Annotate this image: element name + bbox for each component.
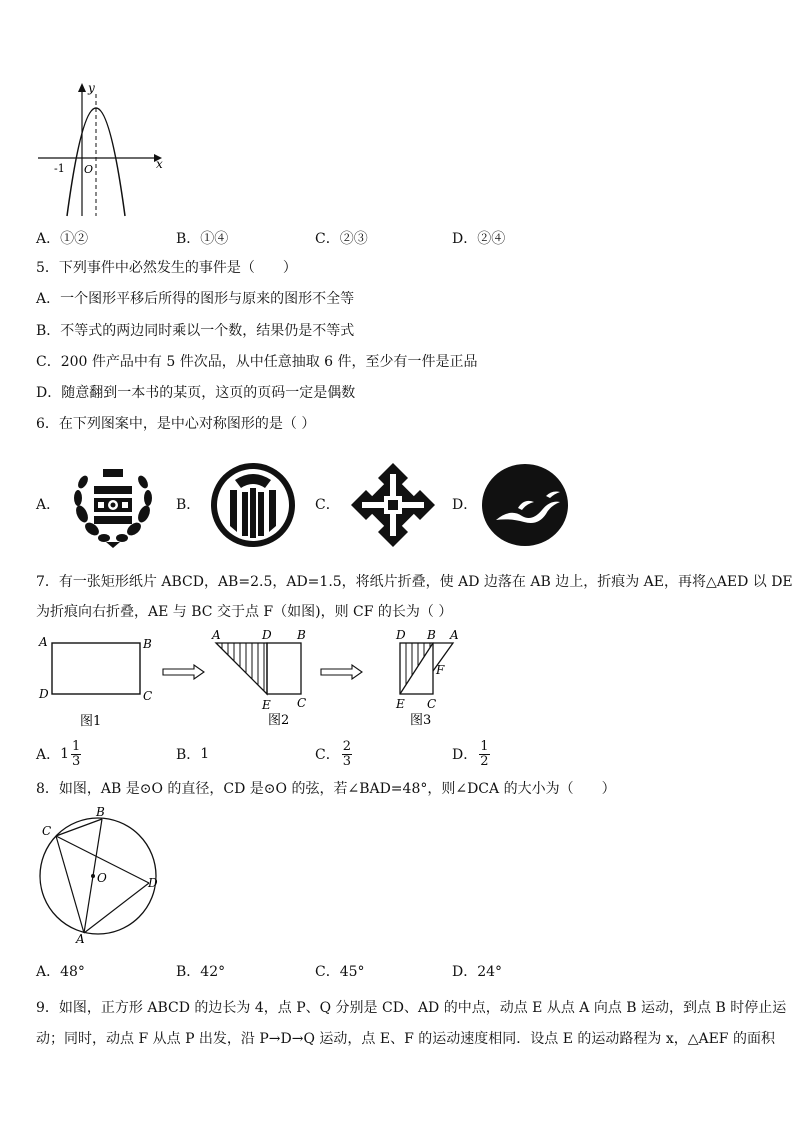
- q5-option-c[interactable]: C．200 件产品中有 5 件次品，从中任意抽取 6 件，至少有一件是正品: [36, 354, 478, 370]
- fig2-caption: 图2: [268, 713, 290, 728]
- q7-option-a[interactable]: [36, 736, 81, 772]
- q7-option-b-value: 1: [200, 746, 210, 762]
- pattern-c-knot[interactable]: [348, 460, 438, 550]
- fig2-label-b: B: [297, 628, 306, 642]
- fig3-caption: 图3: [410, 713, 432, 728]
- q7-option-a-numerator: 1: [72, 738, 81, 754]
- pattern-b-circle-lines[interactable]: [208, 460, 298, 550]
- fig1-label-d: D: [39, 687, 49, 701]
- parabola-graph: [36, 80, 166, 220]
- fig2-label-e: E: [262, 698, 271, 712]
- q9-stem-line2: 动；同时，动点 F 从点 P 出发，沿 P→D→Q 运动，点 E、F 的运动速度相同．设点 E 的运动路程为 x，△AEF 的面积: [36, 1031, 775, 1047]
- q6-label-d: D．: [452, 497, 478, 513]
- q7-option-b-label: B．: [176, 747, 201, 763]
- fig3-label-a: A: [450, 628, 459, 642]
- q7-option-a-label: A．: [36, 747, 61, 763]
- q8-stem: 8．如图，AB 是⊙O 的直径，CD 是⊙O 的弦，若∠BAD=48°，则∠DCA 的大小为（ ）: [36, 781, 616, 797]
- q7-figure-3: [390, 626, 470, 731]
- q8-label-a: A: [76, 932, 85, 945]
- q7-option-d-fraction: [479, 740, 489, 769]
- q7-option-d[interactable]: [452, 736, 490, 772]
- q4-option-c[interactable]: C．②③: [315, 231, 368, 247]
- pattern-a-wreath-emblem[interactable]: [70, 462, 156, 548]
- remaining-rect-dbce: [267, 643, 301, 694]
- q7-option-d-label: D．: [452, 747, 478, 763]
- q7-figure-1: [36, 632, 161, 732]
- fig1-caption: 图1: [80, 714, 102, 729]
- q4-option-b[interactable]: B．①④: [176, 231, 229, 247]
- q6-label-b: B．: [176, 497, 201, 513]
- center-dot: [91, 874, 95, 878]
- q8-option-a[interactable]: A．48°: [36, 964, 85, 980]
- q4-option-a[interactable]: A．①②: [36, 231, 89, 247]
- q7-option-c-numerator: 2: [342, 738, 351, 754]
- q8-option-d[interactable]: D．24°: [452, 964, 503, 980]
- fig2-label-a: A: [212, 628, 221, 642]
- q9-stem-line1: 9．如图，正方形 ABCD 的边长为 4，点 P、Q 分别是 CD、AD 的中点，动点 E 从点 A 向点 B 运动，到点 B 时停止运: [36, 1000, 787, 1016]
- x-label: x: [156, 157, 163, 171]
- q8-option-c[interactable]: C．45°: [315, 964, 365, 980]
- fold-arrow-2: [320, 664, 364, 680]
- q8-label-d: D: [148, 876, 158, 890]
- fig3-label-b: B: [427, 628, 436, 642]
- q7-stem-line1: 7．有一张矩形纸片 ABCD，AB=2.5，AD=1.5，将纸片折叠，使 AD 边落在 AB 边上，折痕为 AE，再将△AED 以 DE: [36, 574, 793, 590]
- q6-label-c: C．: [315, 497, 340, 513]
- q7-stem-line2: 为折痕向右折叠，AE 与 BC 交于点 F（如图)，则 CF 的长为（ ）: [36, 604, 453, 620]
- chord-ad: [84, 883, 149, 933]
- fig1-label-a: A: [39, 635, 48, 649]
- q5-option-b[interactable]: B．不等式的两边同时乘以一个数，结果仍是不等式: [36, 323, 355, 339]
- q7-option-a-denominator: 3: [72, 753, 81, 769]
- rectangle-abcd: [52, 643, 140, 694]
- q7-option-c[interactable]: [315, 736, 352, 772]
- q7-option-a-whole: 1: [60, 746, 70, 762]
- fig2-label-c: C: [297, 696, 307, 710]
- fold-arrow-1: [162, 664, 206, 680]
- q8-option-b[interactable]: B．42°: [176, 964, 226, 980]
- q7-option-c-denominator: 3: [342, 753, 351, 769]
- fig3-label-e: E: [396, 697, 405, 711]
- minus-one-label: -1: [54, 162, 65, 175]
- y-axis-arrow: [78, 83, 86, 92]
- fold-line-ae: [400, 643, 433, 694]
- q7-option-c-label: C．: [315, 747, 340, 763]
- fig3-label-c: C: [427, 697, 437, 711]
- pattern-d-bird-disc[interactable]: [480, 462, 570, 548]
- q8-label-c: C: [42, 824, 52, 838]
- q8-label-o: O: [97, 871, 107, 885]
- q8-label-b: B: [96, 805, 105, 819]
- y-label: y: [88, 81, 95, 95]
- q7-option-c-fraction: [342, 740, 352, 769]
- q5-stem: 5．下列事件中必然发生的事件是（ ）: [36, 260, 297, 276]
- fig1-label-b: B: [143, 637, 152, 651]
- q7-option-b[interactable]: [176, 736, 209, 772]
- q5-option-d[interactable]: D．随意翻到一本书的某页，这页的页码一定是偶数: [36, 385, 356, 401]
- chord-ca: [56, 836, 84, 933]
- q8-circle-figure: [34, 805, 164, 945]
- q6-label-a: A．: [36, 497, 61, 513]
- origin-label: O: [84, 163, 94, 176]
- fig3-label-f: F: [436, 663, 445, 677]
- q7-option-d-denominator: 2: [480, 753, 489, 769]
- fig2-label-d: D: [262, 628, 272, 642]
- q7-option-a-fraction: [71, 740, 81, 769]
- q5-option-a[interactable]: A．一个图形平移后所得的图形与原来的图形不全等: [36, 291, 355, 307]
- fig3-label-d: D: [396, 628, 406, 642]
- q7-option-d-numerator: 1: [480, 738, 489, 754]
- q6-stem: 6．在下列图案中，是中心对称图形的是（ ）: [36, 416, 316, 432]
- q7-figure-2: [208, 626, 318, 731]
- q4-option-d[interactable]: D．②④: [452, 231, 506, 247]
- folded-triangle-aed: [216, 643, 267, 694]
- fig1-label-c: C: [143, 689, 153, 703]
